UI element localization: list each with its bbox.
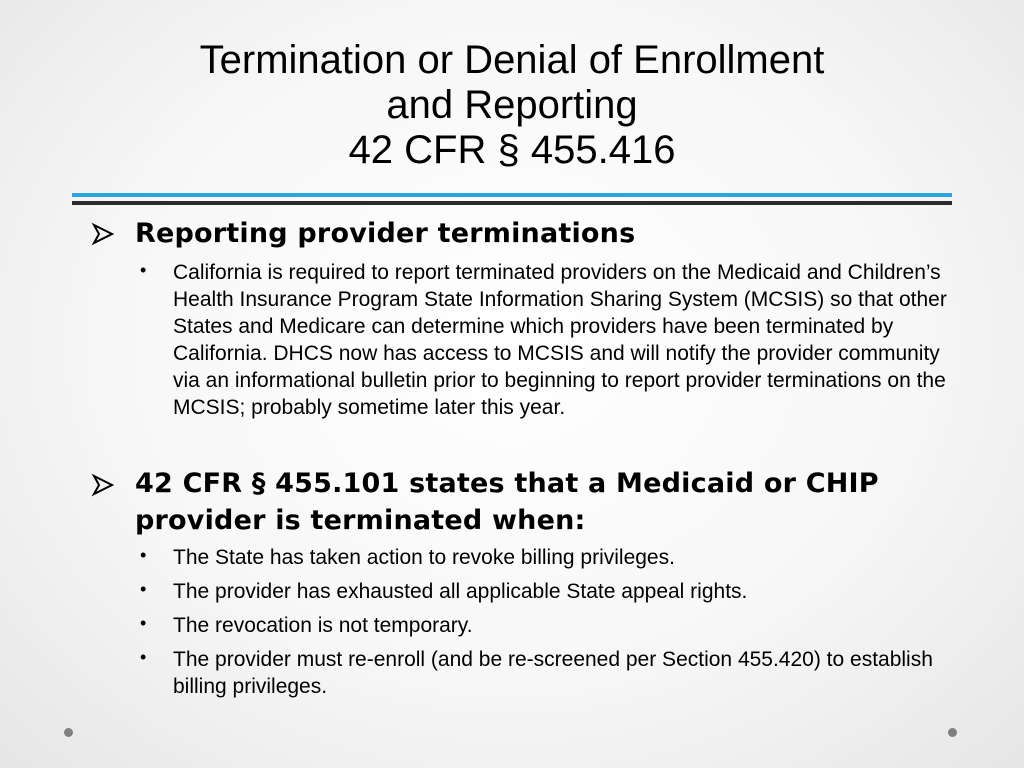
slide-title — [0, 38, 1024, 173]
title-rule-blue — [72, 193, 952, 197]
title-line-3: 42 CFR § 455.416 — [348, 128, 676, 172]
bullet-text: The revocation is not temporary. — [173, 614, 473, 637]
title-rule-dark — [72, 201, 952, 205]
section-heading-terminated-line2: provider is terminated when: — [135, 505, 586, 536]
bullet-dot: • — [140, 545, 147, 565]
bullet-text: California is required to report terminated providers on the Medicaid and Children’s Health Insurance Program State Information Sharing System (MCSIS) so that other States and Medicare can determine which providers have been terminated by California. DHCS now has access to MCSIS and will notify the provider community via an informational bulletin prior to beginning to report provider terminations on the MCSIS; probably sometime later this year. — [173, 261, 947, 419]
corner-dot-right — [948, 728, 957, 737]
section-heading-reporting: Reporting provider terminations — [135, 218, 636, 249]
bullet-dot: • — [140, 260, 147, 280]
arrowhead-bullet-icon — [90, 471, 118, 499]
bullet-text: The provider has exhausted all applicable State appeal rights. — [173, 580, 748, 603]
bullet-dot: • — [140, 647, 147, 667]
title-line-1: Termination or Denial of Enrollment — [199, 38, 825, 82]
bullet-dot: • — [140, 613, 147, 633]
bullet-dot: • — [140, 579, 147, 599]
arrowhead-bullet-icon — [90, 220, 118, 248]
corner-dot-left — [64, 728, 73, 737]
section-heading-terminated-line1: 42 CFR § 455.101 states that a Medicaid or CHIP — [135, 468, 879, 499]
bullet-text: The provider must re-enroll (and be re-screened per Section 455.420) to establish billing privileges. — [173, 648, 933, 698]
title-line-2: and Reporting — [386, 83, 638, 127]
bullet-text: The State has taken action to revoke billing privileges. — [173, 546, 675, 569]
